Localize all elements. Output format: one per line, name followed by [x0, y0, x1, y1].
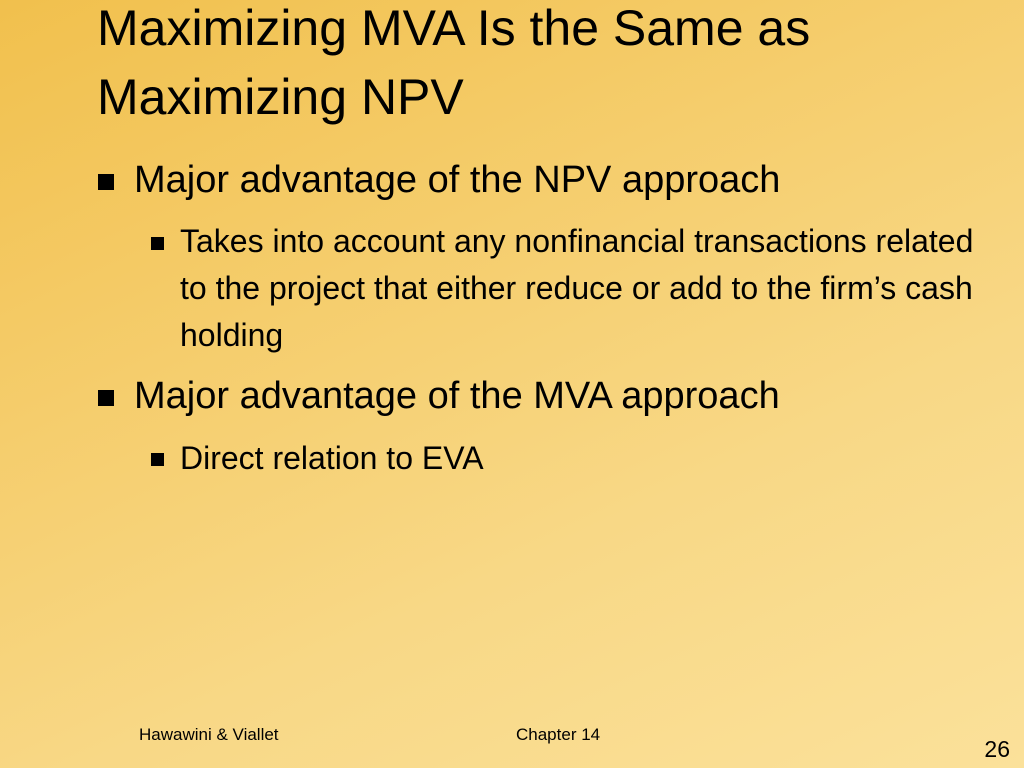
square-bullet-icon [151, 453, 164, 466]
page-number: 26 [984, 736, 1010, 762]
square-bullet-icon [98, 174, 114, 190]
sub-bullet-item-eva-relation: Direct relation to EVA [180, 440, 484, 476]
footer-authors: Hawawini & Viallet [139, 725, 279, 744]
square-bullet-icon [151, 237, 164, 250]
footer-chapter: Chapter 14 [516, 725, 601, 744]
sub-bullet-item-nonfinancial-transactions: Takes into account any nonfinancial transactions related to the project that either reduce or add to the firm’s cash holding [180, 223, 974, 353]
slide-title: Maximizing MVA Is the Same as Maximizing NPV [97, 0, 811, 125]
bullet-item-npv-advantage: Major advantage of the NPV approach [134, 159, 781, 201]
square-bullet-icon [98, 390, 114, 406]
bullet-item-mva-advantage: Major advantage of the MVA approach [134, 375, 780, 417]
